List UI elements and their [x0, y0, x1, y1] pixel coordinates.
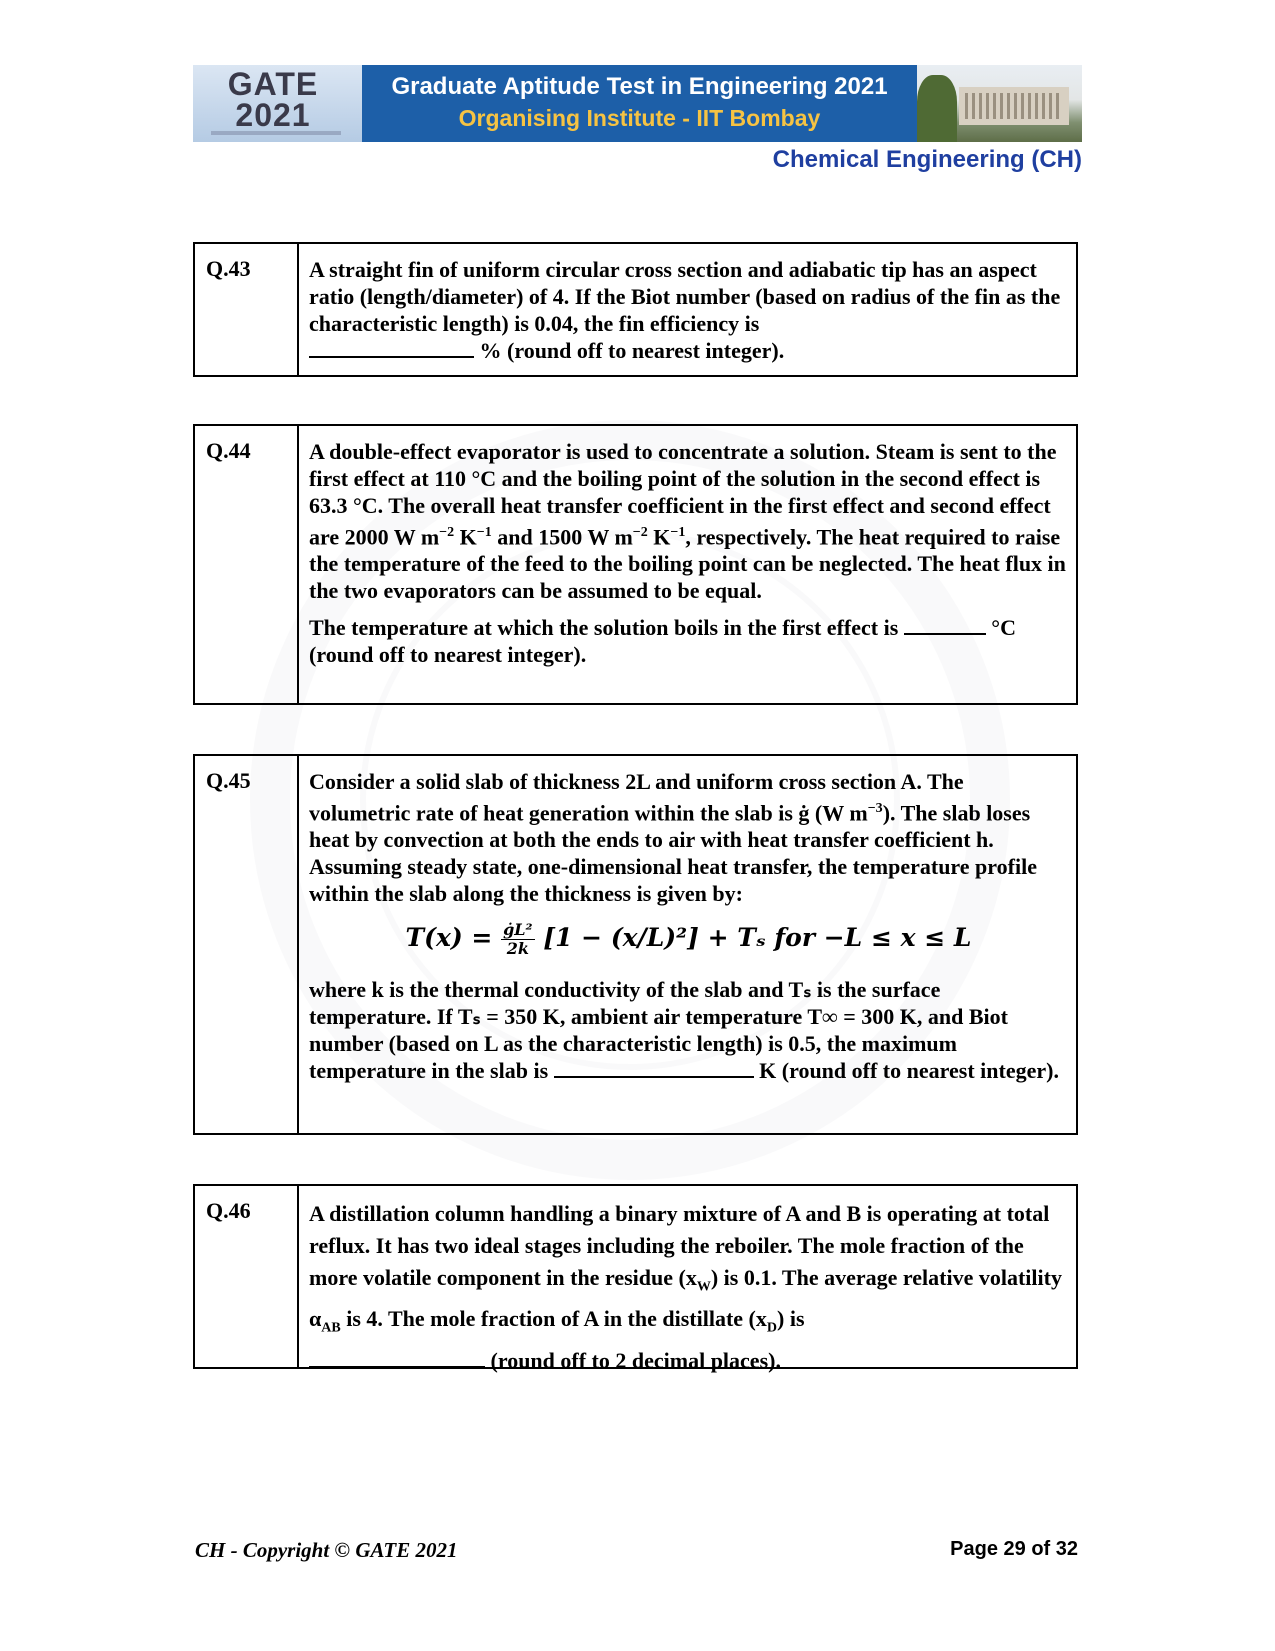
question-text: where k is the thermal conductivity of the slab and Tₛ is the surface temperature. If Tₛ = 350 K, ambient air temperature T∞ = 300 K, and Biot number (based on L as the characteristic length) is 0.5, the maximum temperature in the slab is	[309, 977, 1008, 1084]
question-text: and 1500 W m	[491, 524, 633, 550]
answer-blank	[309, 338, 474, 358]
logo-line2: 2021	[235, 97, 311, 133]
question-text: A double-effect evaporator is used to concentrate a solution. Steam is sent to the first effect at 110 °C and the boiling point of the solution in the second effect is 63.3 °C. The overall heat transfer coefficient in the first effect and second effect are 2000 W m	[309, 439, 1057, 550]
footer-copyright: CH - Copyright © GATE 2021	[195, 1538, 458, 1562]
question-box	[193, 242, 1078, 377]
question-text: ) is	[777, 1306, 805, 1332]
question-tail: (round off to nearest integer).	[309, 642, 587, 668]
question-text: , respectively. The heat required to raise the temperature of the feed to the boiling point can be neglected. The heat flux in the two evaporators can be assumed to be equal.	[309, 524, 1066, 604]
exponent: −1	[476, 525, 492, 540]
question-number: Q.44	[195, 426, 299, 703]
unit-text: K	[454, 524, 477, 550]
answer-blank	[554, 1058, 754, 1078]
question-number: Q.43	[195, 244, 299, 375]
unit-text: K	[647, 524, 671, 550]
header-banner	[193, 65, 1082, 142]
logo-line1: GATE	[227, 66, 319, 102]
exponent: −1	[670, 525, 686, 540]
question-number: Q.45	[195, 756, 299, 1133]
banner-title: Graduate Aptitude Test in Engineering 2021	[391, 73, 888, 100]
formula-lhs: T(x) =	[405, 923, 502, 953]
question-body	[299, 244, 1076, 375]
tree-graphic	[917, 75, 957, 142]
question-body	[299, 1186, 1076, 1373]
subscript: W	[696, 1279, 711, 1295]
question-text: Consider a solid slab of thickness 2L and uniform cross section A. The volumetric rate of heat generation within the slab is ġ (W m	[309, 769, 964, 826]
formula-rhs: + Tₛ for −L ≤ x ≤ L	[707, 923, 972, 953]
question-text: A distillation column handling a binary mixture of A and B is operating at total reflux. It has two ideal stages including the reboiler. The mole fraction of the more volatile component in the residue (x	[309, 1201, 1050, 1290]
question-prompt: The temperature at which the solution boils in the first effect is	[309, 615, 899, 641]
gate-logo	[193, 65, 362, 142]
question-body	[299, 426, 1076, 703]
question-text: ) is 0.1. The average relative volatility α	[309, 1265, 1062, 1332]
answer-blank	[309, 1348, 485, 1368]
page-number: Page 29 of 32	[950, 1538, 1078, 1560]
institute-photo	[917, 65, 1082, 142]
formula-fraction	[501, 921, 534, 958]
question-text: ). The slab loses heat by convection at both the ends to air with heat transfer coefficient h. Assuming steady state, one-dimensional heat transfer, the temperature profile within the slab along the thickness is given by:	[309, 800, 1037, 907]
question-number: Q.46	[195, 1186, 299, 1367]
question-tail: K (round off to nearest integer).	[759, 1058, 1059, 1084]
formula-numerator: ġL²	[503, 920, 533, 940]
temperature-formula	[309, 921, 1068, 958]
exponent: −2	[439, 525, 455, 540]
logo-tagline-graphic	[211, 131, 341, 135]
question-tail: % (round off to nearest integer).	[479, 338, 785, 363]
question-text: is 4. The mole fraction of A in the distillate (x	[340, 1306, 767, 1332]
answer-blank	[904, 615, 986, 635]
question-body	[299, 756, 1076, 1133]
question-tail: (round off to 2 decimal places).	[490, 1347, 781, 1373]
answer-unit: °C	[991, 615, 1016, 641]
question-box	[193, 424, 1078, 705]
subscript: AB	[321, 1320, 341, 1336]
formula-denominator: 2k	[506, 939, 529, 959]
question-text: A straight fin of uniform circular cross section and adiabatic tip has an aspect ratio (length/diameter) of 4. If the Biot number (based on radius of the fin as the characteristic length) is 0.04, the fin efficiency is	[309, 257, 1061, 336]
building-windows-graphic	[965, 93, 1063, 119]
exponent: −2	[632, 525, 648, 540]
question-box	[193, 1184, 1078, 1373]
subscript: D	[766, 1320, 777, 1336]
subject-heading: Chemical Engineering (CH)	[772, 146, 1082, 173]
banner-subtitle: Organising Institute - IIT Bombay	[458, 105, 821, 131]
formula-bracket: [1 − (x/L)²]	[543, 923, 699, 953]
exponent: −3	[867, 801, 883, 816]
question-box	[193, 754, 1078, 1135]
title-box	[362, 65, 917, 142]
